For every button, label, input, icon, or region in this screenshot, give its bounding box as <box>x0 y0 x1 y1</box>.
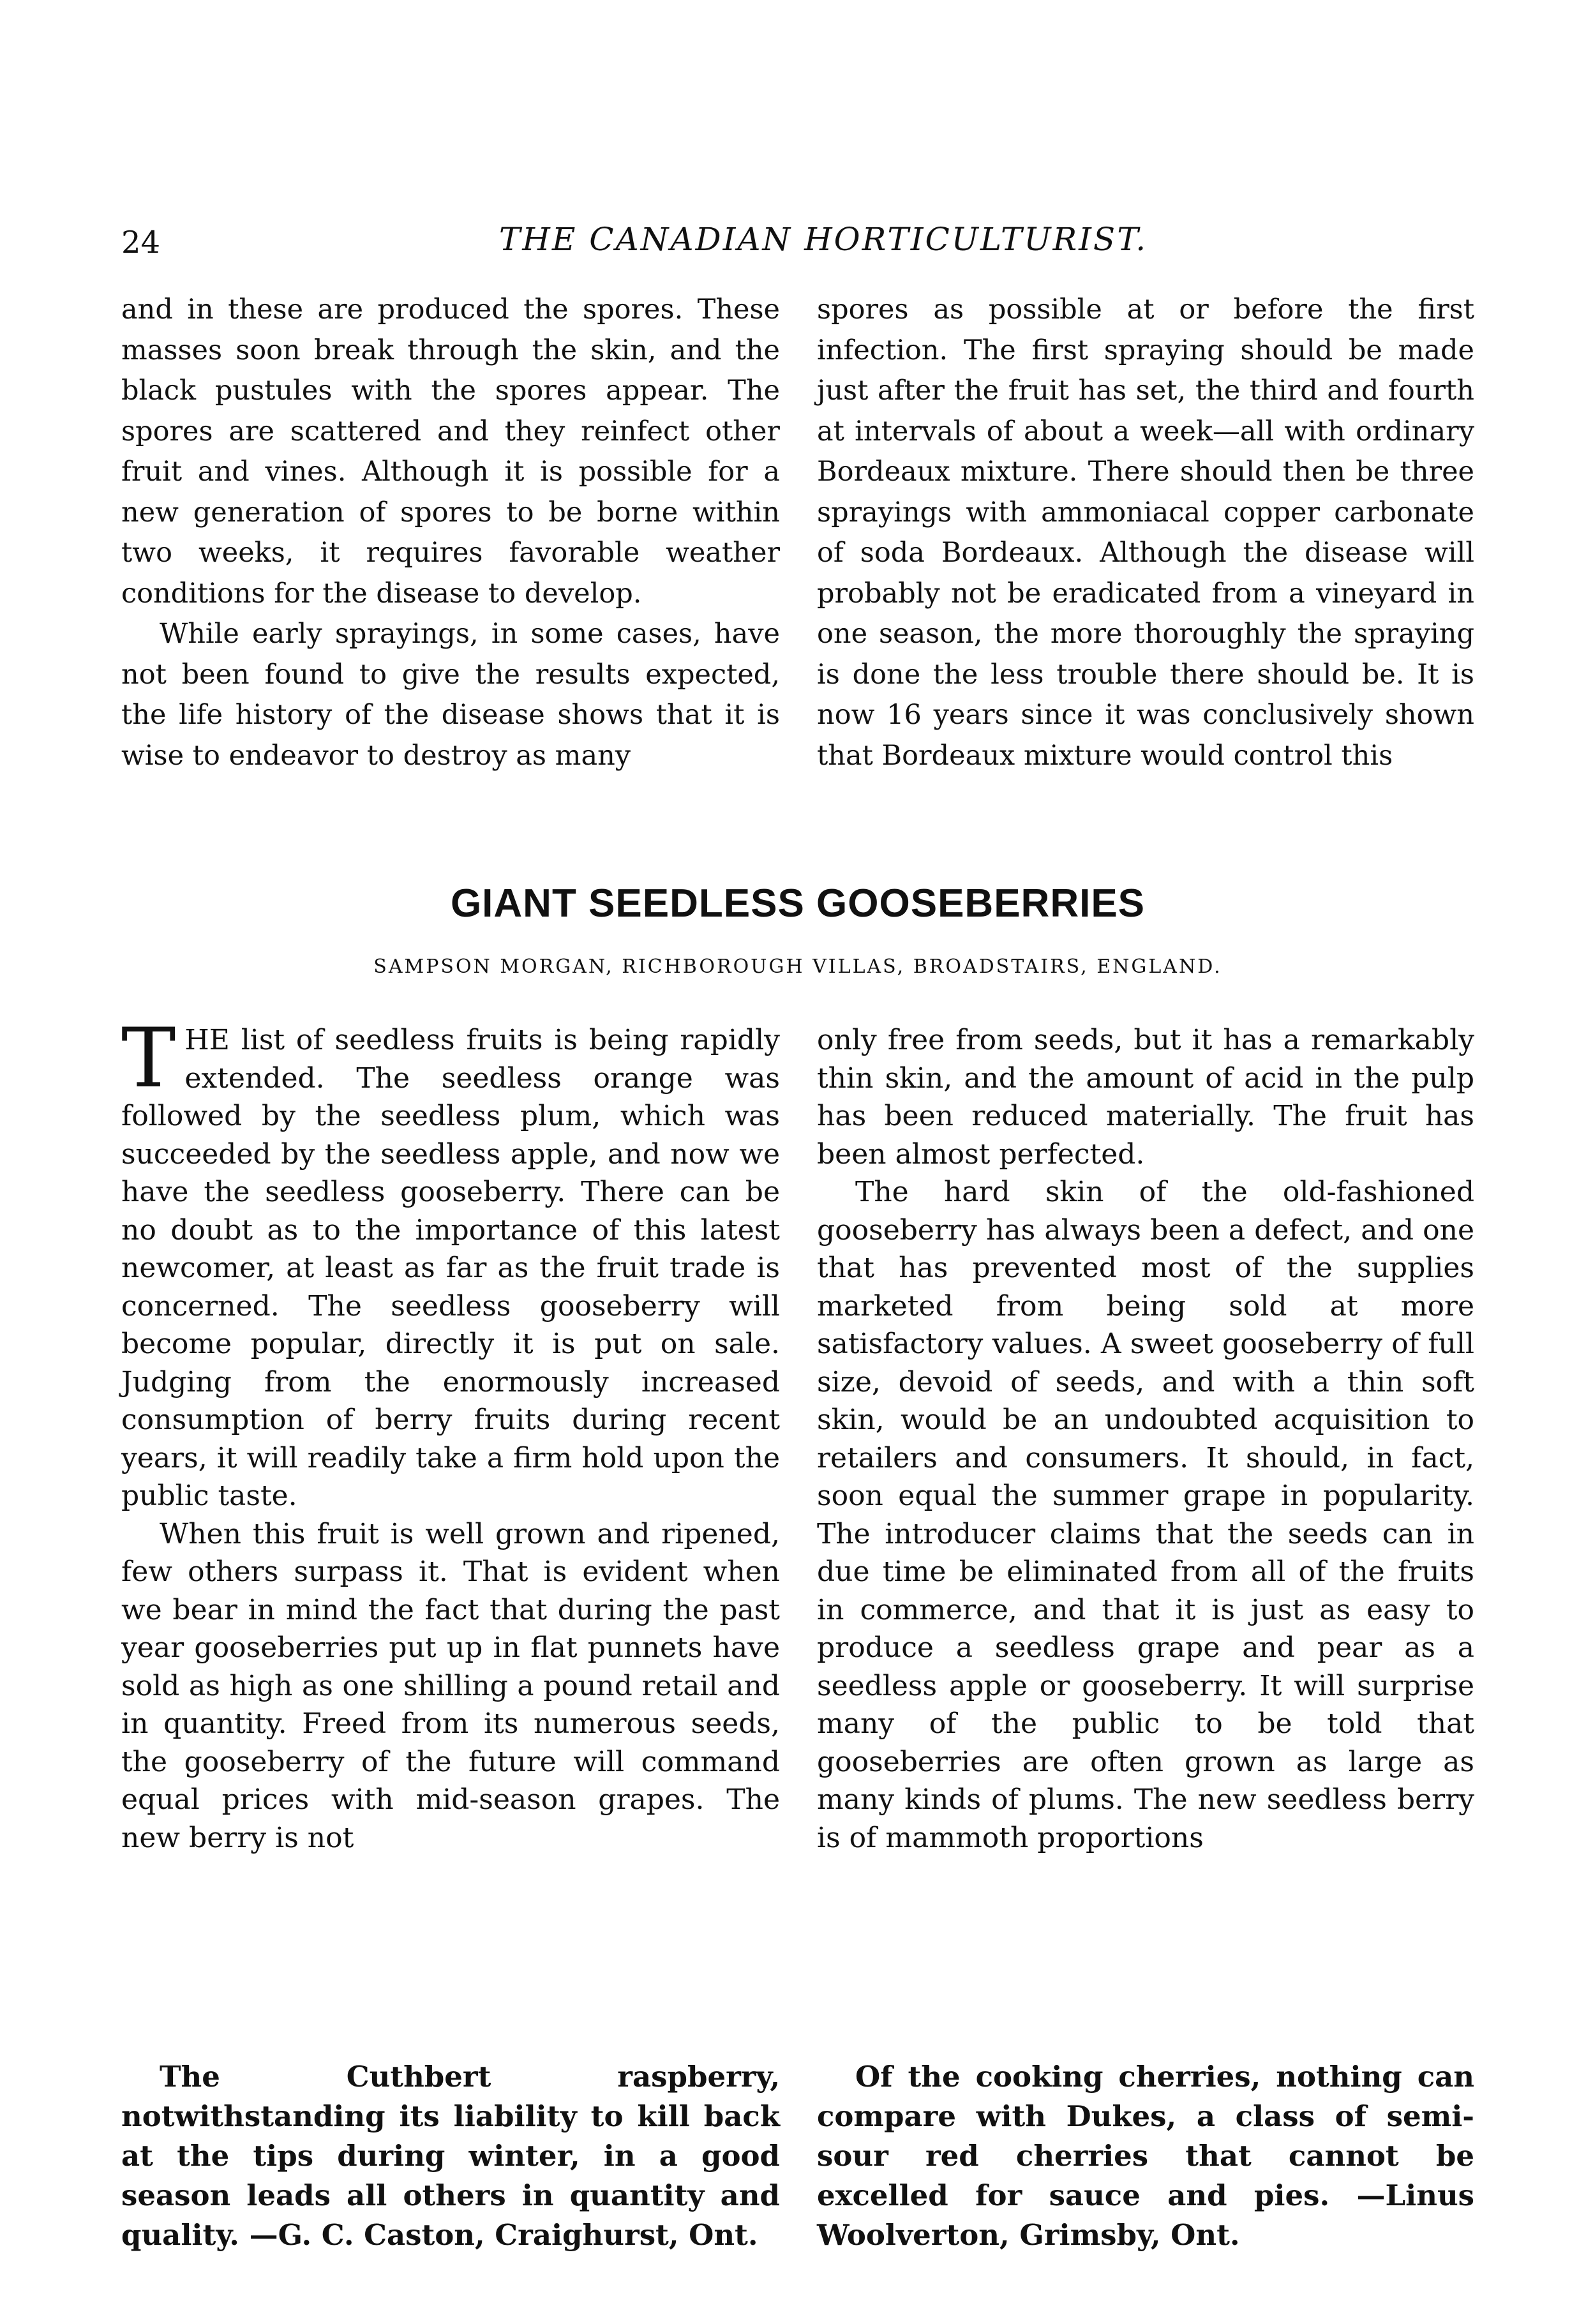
top-right-paragraph-1: spores as possible at or before the first infection. The first spraying should be made just after the fruit has set, the third and fourth at intervals of about a week—all with ordinary Bordeaux mixture. There should then be three sprayings with ammoniacal copper carbonate of soda Bordeaux. Although the disease will probably not be eradicated from a vineyard in one season, the more thoroughly the spraying is done the less trouble there should be. It is now 16 years since it was conclusively shown that Bordeaux mixture would control this <box>817 294 1474 772</box>
article-title: GIANT SEEDLESS GOOSEBERRIES <box>450 881 1146 926</box>
drop-cap: T <box>121 1011 176 1106</box>
article-left-paragraph-1: HE list of seedless fruits is being rapidly extended. The seedless orange was followed by the seedless plum, which was succeeded by the seedless apple, and now we have the seedless gooseberry. There can be no doubt as to the importance of this latest newcomer, at least as far as the fruit trade is concerned. The seedless gooseberry will become popular, directly it is put on sale. Judging from the enormously increased consumption of berry fruits during recent years, it will readily take a firm hold upon the public taste. <box>121 1024 780 1512</box>
top-left-paragraph-1: and in these are produced the spores. These masses soon break through the skin, and the black pustules with the spores appear. The spores are scattered and they reinfect other fruit and vines. Although it is possible for a new generation of spores to be borne within two weeks, it requires favorable weather conditions for the disease to develop. <box>121 294 780 610</box>
top-right-column <box>817 290 1474 776</box>
running-title: THE CANADIAN HORTICULTURIST. <box>498 221 1148 258</box>
top-left-column <box>121 290 780 776</box>
top-left-paragraph-2: While early sprayings, in some cases, have not been found to give the results expected, the life history of the disease shows that it is wise to endeavor to destroy as many <box>121 618 780 772</box>
note-right-text: Of the cooking cherries, nothing can compare with Dukes, a class of semi-sour red cherries that cannot be excelled for sauce and pies. —Linus Woolverton, Grimsby, Ont. <box>817 2060 1474 2252</box>
note-left <box>121 2057 780 2255</box>
page-number: 24 <box>121 225 161 260</box>
article-right-paragraph-1: only free from seeds, but it has a remarkably thin skin, and the amount of acid in the pulp has been reduced materially. The fruit has been almost perfected. <box>817 1024 1474 1171</box>
article-right-column <box>817 1021 1474 1857</box>
article-right-paragraph-2: The hard skin of the old-fashioned gooseberry has always been a defect, and one that has prevented most of the supplies marketed from being sold at more satisfactory values. A sweet gooseberry of full size, devoid of seeds, and with a thin soft skin, would be an undoubted acquisition to retailers and consumers. It should, in fact, soon equal the summer grape in popularity. The introducer claims that the seeds can in due time be eliminated from all of the fruits in commerce, and that it is just as easy to produce a seedless grape and pear as a seedless apple or gooseberry. It will surprise many of the public to be told that gooseberries are often grown as large as many kinds of plums. The new seedless berry is of mammoth proportions <box>817 1176 1474 1854</box>
article-left-paragraph-2: When this fruit is well grown and ripened, few others surpass it. That is evident when we bear in mind the fact that during the past year gooseberries put up in flat punnets have sold as high as one shilling a pound retail and in quantity. Freed from its numerous seeds, the gooseberry of the future will command equal prices with mid-season grapes. The new berry is not <box>121 1517 780 1854</box>
note-left-text: The Cuthbert raspberry, notwithstanding its liability to kill back at the tips during winter, in a good season leads all others in quantity and quality. —G. C. Caston, Craighurst, Ont. <box>121 2060 780 2252</box>
article-byline: SAMPSON MORGAN, RICHBOROUGH VILLAS, BROADSTAIRS, ENGLAND. <box>373 956 1222 978</box>
note-right <box>817 2057 1474 2255</box>
article-left-column <box>121 1011 780 1857</box>
